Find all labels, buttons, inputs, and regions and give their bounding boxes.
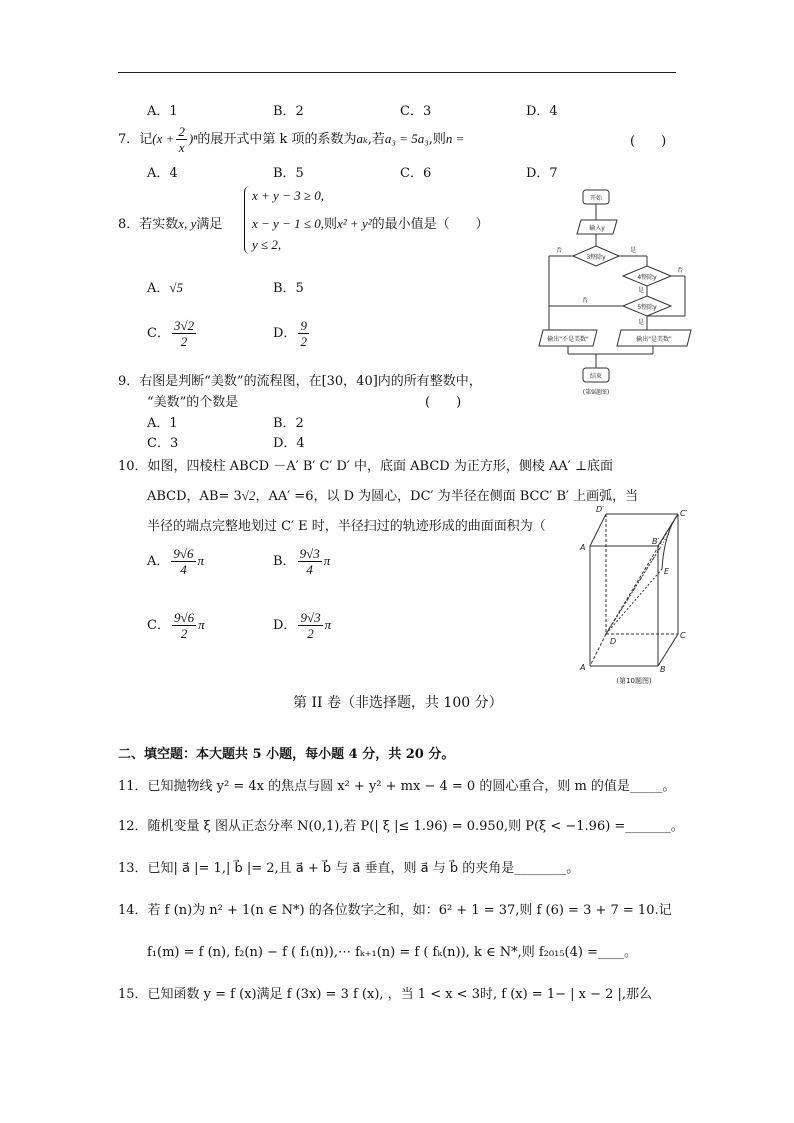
q7-option-c: C．6 xyxy=(400,166,432,181)
q7-option-a: A．4 xyxy=(147,166,178,181)
prism-label-c1: C′ xyxy=(680,509,688,518)
q8-option-d: D． $\frac{9}{2}$ xyxy=(273,318,307,349)
q7-text-b: 的展开式中第 k 项的系数为 xyxy=(197,132,357,147)
q8-inequality-2: x − y − 1 ≤ 0,则x² + y²的最小值是（ ） xyxy=(252,216,489,232)
flowchart-label-yes-2: 是 xyxy=(637,287,645,294)
prism-label-e: E xyxy=(664,567,670,576)
q7-ak: aₖ xyxy=(356,131,368,146)
question-13: 13．已知| a⃗ |= 1,| b⃗ |= 2,且 a⃗ + b⃗ 与 a⃗ 垂直，则 a⃗ 与 b⃗ 的夹角是________。 xyxy=(118,861,580,876)
q8-text-b: 满足 xyxy=(196,217,223,232)
q9-option-c: C．3 xyxy=(147,436,179,451)
q7-expr-close: )ⁿ xyxy=(188,131,198,146)
question-12: 12．随机变量 ξ 图从正态分率 N(0,1),若 P(| ξ |≤ 1.96) = 0.950,则 P(ξ < −1.96) =_______。 xyxy=(118,819,684,834)
q8-option-c: C． $\frac{3√2}{2}$ xyxy=(147,318,195,349)
q7-option-d: D．7 xyxy=(526,166,558,181)
prism-label-c: C xyxy=(680,631,686,640)
q9-option-a: A．1 xyxy=(147,416,178,431)
q7-text-c: ,若 xyxy=(367,132,385,147)
q9-answer-paren: ( ) xyxy=(425,395,462,410)
q8-option-b: B．5 xyxy=(273,281,304,296)
q8-inequality-3: y ≤ 2, xyxy=(252,237,282,252)
q6-option-d: D．4 xyxy=(526,104,558,119)
q8-option-a: A．√5 xyxy=(147,280,184,296)
q6-option-a: A．1 xyxy=(147,104,178,119)
flowchart-label-yes-1: 是 xyxy=(629,247,637,254)
q8-number: 8． xyxy=(118,217,140,232)
prism-label-d: D xyxy=(610,637,617,646)
prism-label-b1: B′ xyxy=(652,537,660,546)
q6-option-c: C．3 xyxy=(400,104,432,119)
flowchart-diagram xyxy=(535,186,695,400)
question-8 xyxy=(118,213,222,232)
flowchart-out-yes-label: 输出"是美数" xyxy=(636,336,672,343)
q9-option-d: D．4 xyxy=(273,436,305,451)
q7-option-b: B．5 xyxy=(273,166,304,181)
flowchart-out-no-label: 输出"不是美数" xyxy=(547,336,589,343)
q8-text-a: 若实数 xyxy=(139,217,179,232)
question-7 xyxy=(118,124,464,155)
q10-line-1: 10．如图，四棱柱 ABCD －A′ B′ C′ D′ 中，底面 ABCD 为正方形，侧棱 AA′ ⊥底面 xyxy=(118,459,614,474)
q7-n: n = xyxy=(445,131,465,146)
q7-fraction: $\frac{2}{x}$ xyxy=(178,124,185,155)
flowchart-cond1-label: 3整除y xyxy=(586,254,606,261)
q9-line-2: “美数”的个数是 xyxy=(147,395,239,410)
q10-option-c: C． $\frac{9√6}{2}$ π xyxy=(147,610,205,641)
question-11: 11．已知抛物线 y² = 4x 的焦点与圆 x² + y² + mx − 4 = 0 的圆心重合，则 m 的值是_____。 xyxy=(118,779,676,794)
flowchart-cond3-label: 5整除y xyxy=(637,304,657,311)
q7-text-a: 记 xyxy=(139,132,153,147)
flowchart-label-no-2: 否 xyxy=(676,267,684,274)
q10-option-b: B． $\frac{9√3}{4}$ π xyxy=(273,546,331,577)
flowchart-label-no-3: 否 xyxy=(581,297,589,304)
question-15: 15．已知函数 y = f (x)满足 f (3x) = 3 f (x), ，当 1 < x < 3时, f (x) = 1− | x − 2 |,那么 xyxy=(118,987,653,1002)
q10-line-3: 半径的端点完整地划过 C′ E 时，半径扫过的轨迹形成的曲面面积为（ xyxy=(147,519,546,534)
flowchart-caption: (第9题图) xyxy=(582,389,610,396)
q10-line-2: ABCD，AB= 3√2，AA′ =6，以 D 为圆心，DC′ 为半径在侧面 BCC′ B′ 上画弧，当 xyxy=(147,488,639,504)
q7-condition: a₃ = 5a₃ xyxy=(384,131,429,146)
flowchart-input-label: 输入y xyxy=(589,225,605,232)
prism-label-a1: A xyxy=(580,543,586,552)
q7-text-d: ,则 xyxy=(428,132,446,147)
q7-number: 7． xyxy=(118,132,140,147)
prism-label-d1: D′ xyxy=(596,505,604,514)
q8-inequality-1: x + y − 3 ≥ 0, xyxy=(252,188,324,203)
header-rule xyxy=(118,72,676,73)
prism-caption: (第10题图) xyxy=(616,677,652,685)
prism-label-a: A xyxy=(580,663,586,672)
q7-expr-open: (x + xyxy=(152,131,175,146)
q8-vars: x, y xyxy=(178,216,197,231)
flowchart-end-label: 结束 xyxy=(589,373,603,380)
flowchart-label-yes-3: 是 xyxy=(637,319,645,326)
section-2-title: 第 II 卷（非选择题，共 100 分） xyxy=(293,695,503,711)
flowchart-cond2-label: 4整除y xyxy=(637,274,657,281)
q9-option-b: B．2 xyxy=(273,416,304,431)
q7-answer-paren: ( ) xyxy=(630,134,667,149)
question-14-line-2: f₁(m) = f (n), f₂(n) − f ( f₁(n)),⋯ fₖ₊₁(n) = f ( fₖ(n)), k ∈ N*,则 f₂₀₁₅(4) =____。 xyxy=(147,945,637,960)
flowchart-label-no-1: 否 xyxy=(555,247,563,254)
prism-label-b: B xyxy=(660,665,666,674)
prism-figure xyxy=(578,504,693,686)
fill-section-header: 二、填空题：本大题共 5 小题，每小题 4 分，共 20 分。 xyxy=(118,747,455,762)
flowchart-start-label: 开始 xyxy=(589,195,603,202)
q6-option-b: B．2 xyxy=(273,104,304,119)
q10-option-d: D． $\frac{9√3}{2}$ π xyxy=(273,610,332,641)
question-14-line-1: 14．若 f (n)为 n² + 1(n ∈ N*) 的各位数字之和，如：6² + 1 = 37,则 f (6) = 3 + 7 = 10.记 xyxy=(118,903,672,918)
q10-option-a: A． $\frac{9√6}{4}$ π xyxy=(147,546,205,577)
q9-line-1: 9．右图是判断“美数”的流程图，在[30，40]内的所有整数中， xyxy=(118,374,482,389)
